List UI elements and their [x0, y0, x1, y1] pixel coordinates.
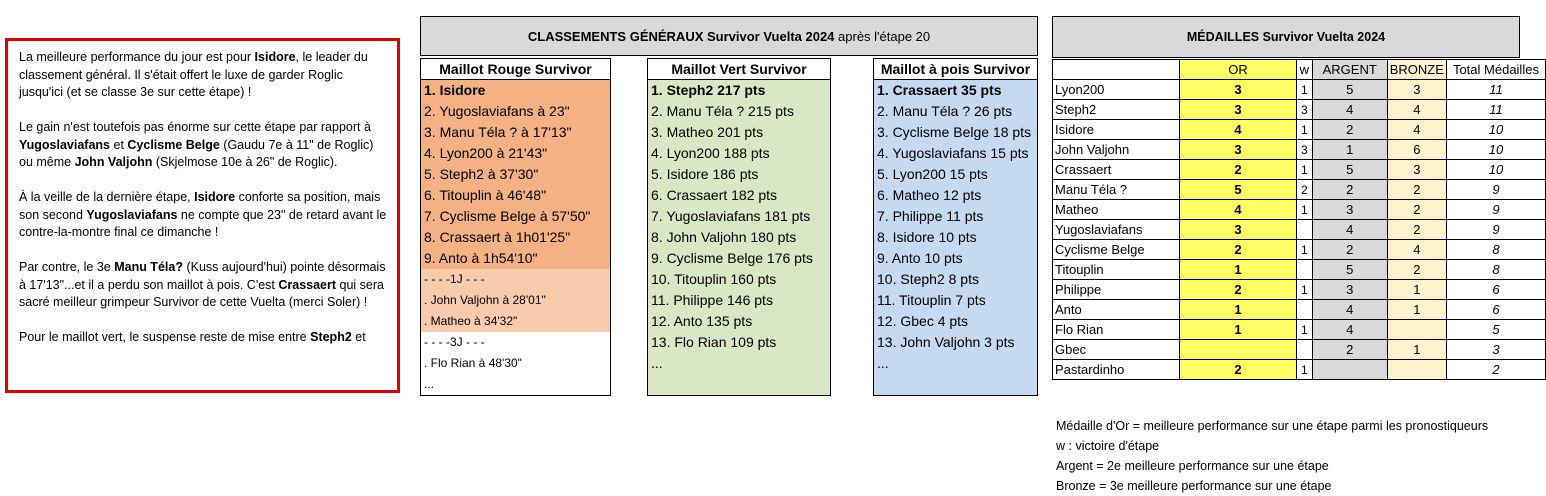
medal-cell-tot: 9 — [1446, 220, 1545, 240]
commentary-bold-name: Steph2 — [310, 330, 352, 344]
maillot-vert-row: 7. Yugoslaviafans 181 pts — [648, 206, 830, 227]
medal-cell-name: Gbec — [1053, 340, 1180, 360]
medal-cell-w — [1296, 220, 1312, 240]
maillot-vert-row: 10. Titouplin 160 pts — [648, 269, 830, 290]
medal-cell-or: 2 — [1180, 360, 1297, 380]
medal-cell-tot: 9 — [1446, 200, 1545, 220]
commentary-text: (Gaudu 7e à 11" de Roglic) ou même — [19, 137, 374, 169]
medal-table-row — [1053, 200, 1546, 220]
commentary-text: et — [110, 137, 128, 152]
commentary-paragraph — [19, 259, 389, 312]
maillot-rouge-title: Maillot Rouge Survivor — [421, 59, 610, 80]
commentary-paragraph — [19, 329, 389, 347]
maillot-pois-row: 4. Yugoslaviafans 15 pts — [874, 143, 1037, 164]
maillot-rouge-extra-row: - - - -3J - - - — [421, 332, 610, 353]
medal-cell-name: Isidore — [1053, 120, 1180, 140]
medal-cell-ag: 3 — [1312, 280, 1387, 300]
medal-cell-name: Steph2 — [1053, 100, 1180, 120]
medal-table-row — [1053, 280, 1546, 300]
medal-table-row — [1053, 360, 1546, 380]
maillot-rouge-row: 8. Crassaert à 1h01'25" — [421, 227, 610, 248]
maillot-pois-row: 2. Manu Téla ? 26 pts — [874, 101, 1037, 122]
medal-cell-ag: 4 — [1312, 320, 1387, 340]
medal-cell-name: Matheo — [1053, 200, 1180, 220]
medal-cell-ag: 4 — [1312, 220, 1387, 240]
medal-cell-bz: 2 — [1387, 180, 1446, 200]
medal-cell-bz: 4 — [1387, 240, 1446, 260]
medal-cell-w: 1 — [1296, 360, 1312, 380]
maillot-pois-row: 3. Cyclisme Belge 18 pts — [874, 122, 1037, 143]
medal-cell-bz — [1387, 360, 1446, 380]
maillot-pois-row: 8. Isidore 10 pts — [874, 227, 1037, 248]
medal-cell-bz: 1 — [1387, 280, 1446, 300]
medal-cell-name: Yugoslaviafans — [1053, 220, 1180, 240]
maillot-vert-row: ... — [648, 353, 830, 374]
medal-table-row — [1053, 260, 1546, 280]
maillot-vert-row: 4. Lyon200 188 pts — [648, 143, 830, 164]
maillot-vert-fill — [648, 374, 830, 395]
legend-line: Argent = 2e meilleure performance sur une étape — [1056, 459, 1329, 473]
medal-table-row — [1053, 180, 1546, 200]
medal-cell-w: 3 — [1296, 100, 1312, 120]
medailles-header — [1052, 16, 1520, 58]
medal-cell-bz: 4 — [1387, 120, 1446, 140]
medal-cell-w — [1296, 340, 1312, 360]
maillot-vert-row: 9. Cyclisme Belge 176 pts — [648, 248, 830, 269]
medal-cell-tot: 2 — [1446, 360, 1545, 380]
maillot-rouge-extra-row: ... — [421, 374, 610, 395]
maillot-vert-row: 12. Anto 135 pts — [648, 311, 830, 332]
commentary-bold-name: Isidore — [194, 190, 236, 204]
medal-cell-ag: 4 — [1312, 300, 1387, 320]
medal-table-row — [1053, 240, 1546, 260]
medal-table-row — [1053, 320, 1546, 340]
medal-cell-or — [1180, 340, 1297, 360]
medal-cell-ag: 4 — [1312, 100, 1387, 120]
medal-cell-ag: 5 — [1312, 80, 1387, 100]
maillot-pois-row: ... — [874, 353, 1037, 374]
medal-col-header: w — [1296, 60, 1312, 80]
commentary-paragraph — [19, 119, 389, 172]
maillot-pois-row: 9. Anto 10 pts — [874, 248, 1037, 269]
maillot-vert-column — [647, 58, 831, 396]
medal-col-header: BRONZE — [1387, 60, 1446, 80]
medal-cell-tot: 6 — [1446, 300, 1545, 320]
medal-table-row — [1053, 100, 1546, 120]
medal-cell-or: 2 — [1180, 280, 1297, 300]
medal-cell-ag: 3 — [1312, 200, 1387, 220]
medal-cell-name: Anto — [1053, 300, 1180, 320]
medal-cell-w: 1 — [1296, 240, 1312, 260]
maillot-rouge-row: 9. Anto à 1h54'10" — [421, 248, 610, 269]
medal-table-row — [1053, 160, 1546, 180]
medal-cell-tot: 10 — [1446, 140, 1545, 160]
maillot-rouge-extra-row: . Matheo à 34'32" — [421, 311, 610, 332]
medal-cell-tot: 5 — [1446, 320, 1545, 340]
medal-cell-or: 2 — [1180, 160, 1297, 180]
commentary-text: conforte sa position, mais son second — [19, 190, 381, 222]
medal-cell-w: 1 — [1296, 320, 1312, 340]
medal-cell-or: 1 — [1180, 260, 1297, 280]
commentary-text: Par contre, le 3e — [19, 260, 115, 274]
maillot-rouge-extra-row: - - - -1J - - - — [421, 269, 610, 290]
medal-cell-w: 1 — [1296, 160, 1312, 180]
legend-line: w : victoire d'étape — [1056, 439, 1160, 453]
medal-cell-ag: 5 — [1312, 260, 1387, 280]
medal-cell-bz: 3 — [1387, 160, 1446, 180]
medal-cell-bz: 3 — [1387, 80, 1446, 100]
commentary-text: (Skjelmose 10e à 26" de Roglic). — [152, 155, 338, 169]
medal-cell-bz — [1387, 320, 1446, 340]
legend-line: Bronze = 3e meilleure performance sur une étape — [1056, 479, 1332, 493]
classements-header — [420, 16, 1038, 56]
commentary-paragraph — [19, 49, 389, 102]
medal-cell-w: 1 — [1296, 200, 1312, 220]
medal-cell-tot: 10 — [1446, 160, 1545, 180]
medal-cell-ag — [1312, 360, 1387, 380]
medal-cell-name: John Valjohn — [1053, 140, 1180, 160]
commentary-text: et — [351, 330, 366, 344]
medal-table-row — [1053, 120, 1546, 140]
maillot-pois-row: 13. John Valjohn 3 pts — [874, 332, 1037, 353]
medal-cell-tot: 9 — [1446, 180, 1545, 200]
commentary-text: Pour le maillot vert, le suspense reste de mise entre — [19, 330, 311, 344]
medal-cell-or: 3 — [1180, 140, 1297, 160]
commentary-text: À la veille de la dernière étape, — [19, 190, 195, 204]
maillot-rouge-row: 1. Isidore — [421, 80, 610, 101]
maillot-pois-row: 6. Matheo 12 pts — [874, 185, 1037, 206]
medal-table-row — [1053, 340, 1546, 360]
medal-cell-tot: 11 — [1446, 100, 1545, 120]
maillot-pois-row: 1. Crassaert 35 pts — [874, 80, 1037, 101]
maillot-vert-row: 2. Manu Téla ? 215 pts — [648, 101, 830, 122]
commentary-text: , le leader du classement général. Il s'était offert le luxe de garder Roglic jusqu'ici (et se classe 3e sur cette étape) ! — [19, 50, 368, 99]
commentary-text: (Kuss aujourd'hui) pointe désormais à 17'13"...et il a perdu son maillot à pois. C'est — [19, 260, 386, 292]
medal-table — [1052, 59, 1546, 380]
medal-col-header — [1053, 60, 1180, 80]
commentary-paragraph — [19, 189, 389, 242]
maillot-vert-row: 6. Crassaert 182 pts — [648, 185, 830, 206]
maillot-rouge-row: 7. Cyclisme Belge à 57'50" — [421, 206, 610, 227]
medal-cell-ag: 2 — [1312, 240, 1387, 260]
commentary-bold-name: Manu Téla? — [114, 260, 183, 274]
maillot-pois-row: 11. Titouplin 7 pts — [874, 290, 1037, 311]
maillot-vert-row: 5. Isidore 186 pts — [648, 164, 830, 185]
medal-cell-ag: 1 — [1312, 140, 1387, 160]
medal-table-row — [1053, 140, 1546, 160]
medal-cell-w: 1 — [1296, 80, 1312, 100]
medal-cell-w: 1 — [1296, 120, 1312, 140]
medal-cell-bz: 2 — [1387, 220, 1446, 240]
medal-cell-or: 3 — [1180, 220, 1297, 240]
medal-col-header: ARGENT — [1312, 60, 1387, 80]
medal-cell-or: 5 — [1180, 180, 1297, 200]
medal-cell-w — [1296, 260, 1312, 280]
commentary-bold-name: Crassaert — [278, 277, 337, 292]
maillot-vert-row: 11. Philippe 146 pts — [648, 290, 830, 311]
maillot-vert-row: 3. Matheo 201 pts — [648, 122, 830, 143]
medal-cell-tot: 6 — [1446, 280, 1545, 300]
maillot-pois-fill — [874, 374, 1037, 395]
medailles-header-title: MÉDAILLES Survivor Vuelta 2024 — [1186, 30, 1386, 44]
commentary-box — [5, 38, 400, 393]
medal-table-row — [1053, 220, 1546, 240]
maillot-pois-column — [873, 58, 1038, 396]
medal-table-row — [1053, 80, 1546, 100]
classements-header-title: CLASSEMENTS GÉNÉRAUX Survivor Vuelta 2024 — [527, 28, 835, 44]
maillot-rouge-row: 4. Lyon200 à 21'43" — [421, 143, 610, 164]
commentary-bold-name: Yugoslaviafans — [19, 137, 111, 152]
medal-cell-bz: 6 — [1387, 140, 1446, 160]
medal-cell-tot: 10 — [1446, 120, 1545, 140]
maillot-pois-row: 7. Philippe 11 pts — [874, 206, 1037, 227]
medal-cell-or: 4 — [1180, 200, 1297, 220]
maillot-vert-row: 8. John Valjohn 180 pts — [648, 227, 830, 248]
medal-cell-name: Manu Téla ? — [1053, 180, 1180, 200]
medal-cell-or: 2 — [1180, 240, 1297, 260]
medal-cell-tot: 8 — [1446, 260, 1545, 280]
maillot-rouge-row: 3. Manu Téla ? à 17'13" — [421, 122, 610, 143]
maillot-rouge-row: 5. Steph2 à 37'30" — [421, 164, 610, 185]
maillot-rouge-extra-row: . John Valjohn à 28'01" — [421, 290, 610, 311]
maillot-pois-title: Maillot à pois Survivor — [874, 59, 1037, 80]
commentary-bold-name: Isidore — [254, 50, 296, 64]
legend-line: Médaille d'Or = meilleure performance sur une étape parmi les pronostiqueurs — [1056, 419, 1489, 433]
medal-legend — [1056, 416, 1488, 496]
medal-cell-or: 1 — [1180, 300, 1297, 320]
medal-cell-tot: 3 — [1446, 340, 1545, 360]
medal-cell-tot: 8 — [1446, 240, 1545, 260]
medal-cell-name: Philippe — [1053, 280, 1180, 300]
maillot-vert-row: 1. Steph2 217 pts — [648, 80, 830, 101]
medal-cell-or: 3 — [1180, 100, 1297, 120]
commentary-text: ne compte que 23" de retard avant le contre-la-montre final ce dimanche ! — [19, 207, 387, 239]
commentary-bold-name: Cyclisme Belge — [127, 137, 220, 152]
medal-cell-name: Cyclisme Belge — [1053, 240, 1180, 260]
medal-cell-w: 1 — [1296, 280, 1312, 300]
maillot-rouge-row: 6. Titouplin à 46'48" — [421, 185, 610, 206]
medal-cell-bz: 1 — [1387, 340, 1446, 360]
medal-cell-w: 3 — [1296, 140, 1312, 160]
classements-header-suffix: après l'étape 20 — [834, 28, 931, 44]
maillot-pois-row: 12. Gbec 4 pts — [874, 311, 1037, 332]
maillot-rouge-extra-row: . Flo Rian à 48'30" — [421, 353, 610, 374]
medal-cell-ag: 2 — [1312, 340, 1387, 360]
medal-cell-name: Pastardinho — [1053, 360, 1180, 380]
commentary-bold-name: Yugoslaviafans — [86, 207, 178, 222]
maillot-rouge-column — [420, 58, 611, 396]
medal-cell-name: Lyon200 — [1053, 80, 1180, 100]
maillot-vert-row: 13. Flo Rian 109 pts — [648, 332, 830, 353]
medal-cell-name: Flo Rian — [1053, 320, 1180, 340]
medal-table-header-row — [1053, 60, 1546, 80]
maillot-vert-title: Maillot Vert Survivor — [648, 59, 830, 80]
medal-cell-or: 4 — [1180, 120, 1297, 140]
commentary-bold-name: John Valjohn — [74, 155, 153, 169]
medal-cell-ag: 2 — [1312, 180, 1387, 200]
medal-cell-ag: 5 — [1312, 160, 1387, 180]
maillot-pois-row: 5. Lyon200 15 pts — [874, 164, 1037, 185]
medal-cell-bz: 2 — [1387, 200, 1446, 220]
medal-cell-ag: 2 — [1312, 120, 1387, 140]
medal-cell-bz: 1 — [1387, 300, 1446, 320]
medal-table-row — [1053, 300, 1546, 320]
commentary-text: Le gain n'est toutefois pas énorme sur cette étape par rapport à — [19, 120, 371, 134]
medal-col-header: OR — [1180, 60, 1297, 80]
medal-col-header: Total Médailles — [1446, 60, 1545, 80]
medal-cell-name: Titouplin — [1053, 260, 1180, 280]
commentary-text: qui sera sacré meilleur grimpeur Survivor de cette Vuelta (merci Soler) ! — [19, 277, 384, 309]
medal-cell-or: 1 — [1180, 320, 1297, 340]
medal-cell-bz: 4 — [1387, 100, 1446, 120]
maillot-rouge-row: 2. Yugoslaviafans à 23" — [421, 101, 610, 122]
medal-cell-or: 3 — [1180, 80, 1297, 100]
commentary-text: La meilleure performance du jour est pour — [19, 50, 255, 64]
medal-cell-w — [1296, 300, 1312, 320]
medal-cell-tot: 11 — [1446, 80, 1545, 100]
medal-cell-bz: 2 — [1387, 260, 1446, 280]
medal-cell-name: Crassaert — [1053, 160, 1180, 180]
medal-cell-w: 2 — [1296, 180, 1312, 200]
maillot-pois-row: 10. Steph2 8 pts — [874, 269, 1037, 290]
